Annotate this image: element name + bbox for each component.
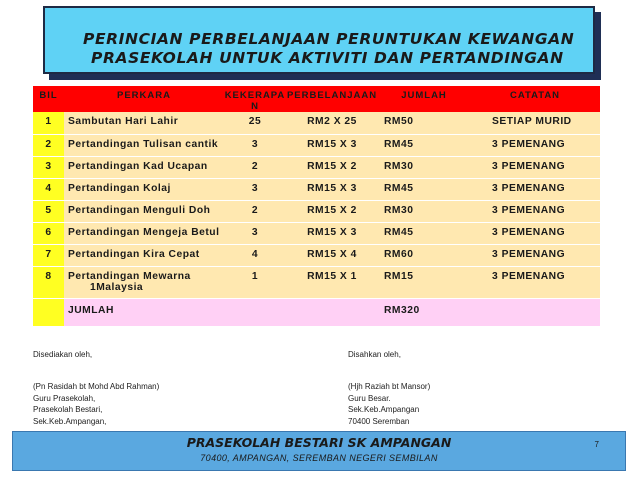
total-row (33, 298, 600, 326)
table-row (33, 266, 600, 298)
header-perbelanjaan: PERBELANJAAN (286, 86, 378, 112)
cell-kekerapan: 3 (224, 178, 286, 200)
total-empty-cell (286, 298, 378, 326)
cell-kekerapan: 2 (224, 156, 286, 178)
preparer-role: Guru Prasekolah, (33, 393, 96, 403)
total-label: JUMLAH (64, 298, 224, 326)
cell-perkara: Pertandingan Menguli Doh (64, 200, 224, 222)
header-bil: BIL (33, 86, 64, 112)
total-value: RM320 (378, 298, 470, 326)
table-row (33, 200, 600, 222)
cell-perkara: Pertandingan Kad Ucapan (64, 156, 224, 178)
footer-banner (12, 431, 626, 471)
cell-perbelanjaan: RM15 X 3 (286, 222, 378, 244)
cell-bil: 8 (33, 266, 64, 298)
header-jumlah: JUMLAH (378, 86, 470, 112)
cell-perkara: Pertandingan Kolaj (64, 178, 224, 200)
cell-kekerapan: 1 (224, 266, 286, 298)
preparer-school: Sek.Keb.Ampangan, (33, 416, 107, 426)
cell-perkara: Pertandingan Tulisan cantik (64, 134, 224, 156)
cell-perkara: Pertandingan Mengeja Betul (64, 222, 224, 244)
cell-jumlah: RM60 (378, 244, 470, 266)
table-header-row (33, 86, 600, 112)
prepared-by-label: Disediakan oleh, (33, 350, 93, 359)
cell-perkara-line1: Pertandingan Mewarna (68, 270, 191, 282)
table-row (33, 156, 600, 178)
approver-role: Guru Besar. (348, 393, 391, 403)
title-line-1: PERINCIAN PERBELANJAAN PERUNTUKAN KEWANGAN (83, 30, 575, 48)
cell-kekerapan: 3 (224, 134, 286, 156)
cell-perbelanjaan: RM15 X 2 (286, 200, 378, 222)
expense-table (33, 86, 600, 327)
cell-kekerapan: 4 (224, 244, 286, 266)
header-catatan: CATATAN (470, 86, 600, 112)
cell-perbelanjaan: RM15 X 4 (286, 244, 378, 266)
approver-block (348, 381, 430, 427)
cell-catatan: 3 PEMENANG (470, 134, 600, 156)
cell-perkara-line2: 1Malaysia (90, 281, 144, 293)
table-row (33, 112, 600, 134)
footer-address: 70400, AMPANGAN, SEREMBAN NEGERI SEMBILAN (200, 453, 438, 463)
cell-catatan: 3 PEMENANG (470, 178, 600, 200)
table-row (33, 178, 600, 200)
cell-kekerapan: 2 (224, 200, 286, 222)
preparer-block (33, 381, 159, 427)
cell-kekerapan: 3 (224, 222, 286, 244)
header-kekerapan-line1: KEKERAPA (224, 90, 286, 101)
approved-by-label: Disahkan oleh, (348, 350, 401, 359)
cell-catatan: 3 PEMENANG (470, 156, 600, 178)
cell-perbelanjaan: RM15 X 2 (286, 156, 378, 178)
approver-address: 70400 Seremban (348, 416, 410, 426)
table-row (33, 244, 600, 266)
cell-bil: 4 (33, 178, 64, 200)
table-row (33, 222, 600, 244)
total-bil-cell (33, 298, 64, 326)
preparer-unit: Prasekolah Bestari, (33, 405, 103, 414)
total-empty-cell (470, 298, 600, 326)
cell-jumlah: RM30 (378, 200, 470, 222)
table-row (33, 134, 600, 156)
cell-perbelanjaan: RM15 X 1 (286, 266, 378, 298)
cell-perbelanjaan: RM15 X 3 (286, 134, 378, 156)
cell-jumlah: RM45 (378, 222, 470, 244)
cell-jumlah: RM50 (378, 112, 470, 134)
title-line-2: PRASEKOLAH UNTUK AKTIVITI DAN PERTANDINGAN (91, 49, 564, 67)
approver-school: Sek.Keb.Ampangan (348, 405, 420, 414)
footer-school-name: PRASEKOLAH BESTARI SK AMPANGAN (186, 435, 452, 450)
cell-bil: 1 (33, 112, 64, 134)
page-number: 7 (594, 440, 599, 449)
cell-jumlah: RM30 (378, 156, 470, 178)
cell-bil: 7 (33, 244, 64, 266)
cell-bil: 5 (33, 200, 64, 222)
cell-jumlah: RM15 (378, 266, 470, 298)
cell-perkara (64, 266, 224, 298)
cell-perkara: Sambutan Hari Lahir (64, 112, 224, 134)
cell-catatan: 3 PEMENANG (470, 244, 600, 266)
cell-bil: 3 (33, 156, 64, 178)
cell-bil: 6 (33, 222, 64, 244)
header-kekerapan-line2: N (251, 101, 259, 112)
header-perkara: PERKARA (64, 86, 224, 112)
cell-bil: 2 (33, 134, 64, 156)
cell-perbelanjaan: RM2 X 25 (286, 112, 378, 134)
cell-perbelanjaan: RM15 X 3 (286, 178, 378, 200)
header-kekerapan (224, 86, 286, 112)
cell-jumlah: RM45 (378, 134, 470, 156)
approver-name: (Hjh Raziah bt Mansor) (348, 382, 431, 391)
cell-catatan: 3 PEMENANG (470, 222, 600, 244)
cell-catatan: 3 PEMENANG (470, 200, 600, 222)
cell-jumlah: RM45 (378, 178, 470, 200)
cell-kekerapan: 25 (224, 112, 286, 134)
preparer-name: (Pn Rasidah bt Mohd Abd Rahman) (33, 382, 160, 391)
cell-catatan: SETIAP MURID (470, 112, 600, 134)
cell-perkara: Pertandingan Kira Cepat (64, 244, 224, 266)
total-empty-cell (224, 298, 286, 326)
cell-catatan: 3 PEMENANG (470, 266, 600, 298)
title-banner (43, 6, 595, 74)
